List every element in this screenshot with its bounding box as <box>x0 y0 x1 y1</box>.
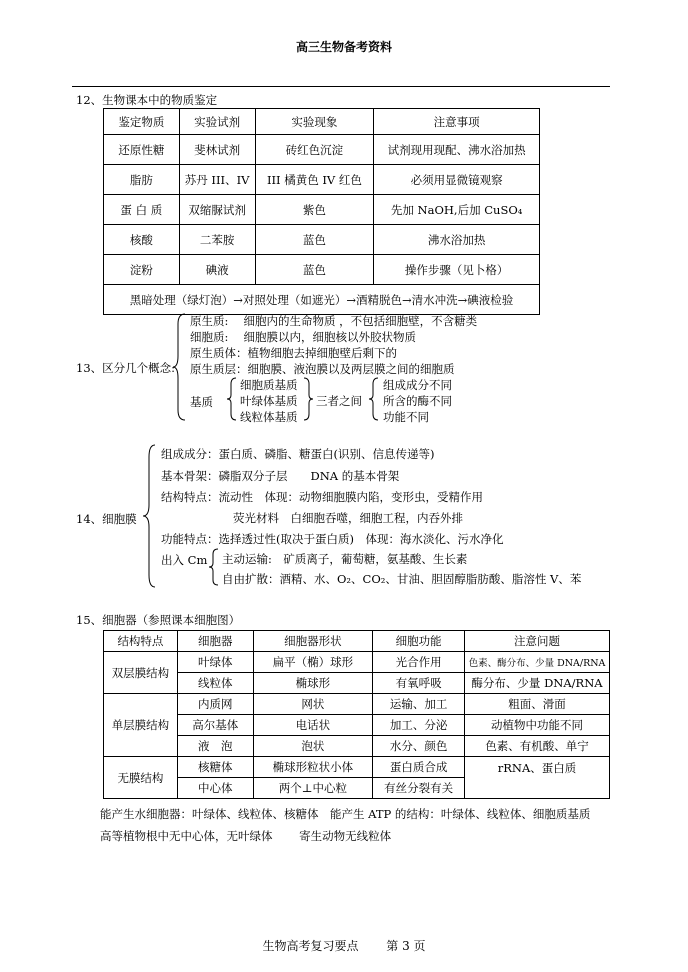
table-cell: 核酸 <box>104 225 180 255</box>
membrane-line: 功能特点：选择透过性(取决于蛋白质) 体现：海水淡化、污水净化 <box>161 532 504 546</box>
header-cell: 细胞功能 <box>373 631 465 652</box>
table-cell: 脂肪 <box>104 165 180 195</box>
footer-course: 生物高考复习要点 <box>262 939 359 953</box>
group-cell: 单层膜结构 <box>104 694 178 757</box>
matrix-item: 细胞质基质 <box>240 378 298 392</box>
matrix-item: 线粒体基质 <box>240 410 298 424</box>
table-cell: 加工、分泌 <box>373 715 465 736</box>
table-row <box>104 652 610 673</box>
header-cell: 细胞器形状 <box>253 631 373 652</box>
left-brace-icon <box>368 377 380 422</box>
section-15-heading: 15、细胞器（参照课本细胞图） <box>76 613 241 627</box>
matrix-item: 叶绿体基质 <box>240 394 298 408</box>
table-row <box>104 165 540 195</box>
table-row <box>104 195 540 225</box>
table-cell: 蓝色 <box>255 255 374 285</box>
table-row <box>104 225 540 255</box>
table-cell: 液 泡 <box>177 736 253 757</box>
table-cell: 蛋白质合成 <box>373 757 465 778</box>
table-cell: 椭球形粒状小体 <box>253 757 373 778</box>
page-title: 高三生物备考资料 <box>295 40 392 54</box>
table-cell: 泡状 <box>253 736 373 757</box>
table-cell: 试剂现用现配、沸水浴加热 <box>374 135 540 165</box>
header-cell: 注意事项 <box>374 109 540 135</box>
group-cell: 双层膜结构 <box>104 652 178 694</box>
membrane-line: 基本骨架：磷脂双分子层 DNA 的基本骨架 <box>161 469 400 483</box>
table-cell: 碘液 <box>179 255 255 285</box>
header-cell: 细胞器 <box>177 631 253 652</box>
page-footer <box>0 937 688 954</box>
table-cell: 苏丹 III、IV <box>179 165 255 195</box>
header-cell: 实验试剂 <box>179 109 255 135</box>
section-13-heading: 13、区分几个概念: <box>76 361 176 375</box>
table-cell: 有氧呼吸 <box>373 673 465 694</box>
table-cell: 光合作用 <box>373 652 465 673</box>
table-cell: 沸水浴加热 <box>374 225 540 255</box>
membrane-line: 荧光材料 白细胞吞噬，细胞工程，内吞外排 <box>233 511 463 525</box>
table-cell: 蓝色 <box>255 225 374 255</box>
table-cell: 色素、有机酸、单宁 <box>465 736 610 757</box>
table-cell: 电话状 <box>253 715 373 736</box>
table-cell: 蛋 白 质 <box>104 195 180 225</box>
table-cell: rRNA、蛋白质 <box>465 757 610 799</box>
membrane-line: 结构特点：流动性 体现：动物细胞膜内陷，变形虫，受精作用 <box>161 490 483 504</box>
table-row <box>104 135 540 165</box>
identification-table <box>103 108 540 315</box>
table-header-row <box>104 109 540 135</box>
table-cell: 中心体 <box>177 778 253 799</box>
table-cell: 双缩脲试剂 <box>179 195 255 225</box>
table-cell: 淀粉 <box>104 255 180 285</box>
table-cell: 斐林试剂 <box>179 135 255 165</box>
table-row <box>104 694 610 715</box>
left-brace-icon <box>208 548 220 586</box>
table-cell: 酶分布、少量 DNA/RNA <box>465 673 610 694</box>
difference-item: 功能不同 <box>383 410 429 424</box>
difference-item: 所含的酶不同 <box>383 394 452 408</box>
left-brace-icon <box>142 443 158 589</box>
table-cell: 两个⊥中心粒 <box>253 778 373 799</box>
table-cell: 椭球形 <box>253 673 373 694</box>
table-cell: 内质网 <box>177 694 253 715</box>
table-row <box>104 255 540 285</box>
table-cell: 必须用显微镜观察 <box>374 165 540 195</box>
left-brace-icon <box>226 377 238 422</box>
table-row <box>104 757 610 778</box>
concept-line: 细胞质: 细胞膜以内，细胞核以外胶状物质 <box>190 330 417 344</box>
concept-line: 原生质层：细胞膜、液泡膜以及两层膜之间的细胞质 <box>190 362 455 376</box>
procedure-cell: 黑暗处理（绿灯泡）→对照处理（如遮光）→酒精脱色→清水冲洗→碘液检验 <box>104 285 540 315</box>
table-cell: 动植物中功能不同 <box>465 715 610 736</box>
difference-item: 组成成分不同 <box>383 378 452 392</box>
organelle-note: 能产生水细胞器：叶绿体、线粒体、核糖体 能产生 ATP 的结构：叶绿体、线粒体、细胞质基质 <box>100 807 591 821</box>
header-cell: 鉴定物质 <box>104 109 180 135</box>
table-cell: 线粒体 <box>177 673 253 694</box>
header-cell: 实验现象 <box>255 109 374 135</box>
table-cell: 核糖体 <box>177 757 253 778</box>
table-row <box>104 673 610 694</box>
table-cell: 网状 <box>253 694 373 715</box>
table-row <box>104 736 610 757</box>
table-cell: 还原性糖 <box>104 135 180 165</box>
header-cell: 结构特点 <box>104 631 178 652</box>
table-cell: 操作步骤（见卜格） <box>374 255 540 285</box>
left-brace-icon <box>172 312 188 422</box>
transport-label: 出入 Cm <box>161 553 208 567</box>
concept-line: 原生质体：植物细胞去掉细胞壁后剩下的 <box>190 346 397 360</box>
page-number: 第 3 页 <box>386 939 426 953</box>
matrix-label: 基质 <box>190 395 213 409</box>
table-cell: 粗面、滑面 <box>465 694 610 715</box>
table-row <box>104 285 540 315</box>
table-cell: 先加 NaOH,后加 CuSO₄ <box>374 195 540 225</box>
organelle-table <box>103 630 610 799</box>
section-12-heading: 12、生物课本中的物质鉴定 <box>76 93 218 107</box>
concept-line: 原生质: 细胞内的生命物质 ，不包括细胞壁，不含糖类 <box>190 314 478 328</box>
table-cell: 扁平（椭）球形 <box>253 652 373 673</box>
transport-line: 自由扩散：酒精、水、O₂、CO₂、甘油、胆固醇脂肪酸、脂溶性 V、苯 <box>222 572 582 586</box>
compare-label: 三者之间 <box>316 394 362 408</box>
table-cell: 叶绿体 <box>177 652 253 673</box>
table-cell: 砖红色沉淀 <box>255 135 374 165</box>
table-cell: 有丝分裂有关 <box>373 778 465 799</box>
header-divider <box>72 86 610 87</box>
table-cell: 高尔基体 <box>177 715 253 736</box>
table-cell: 运输、加工 <box>373 694 465 715</box>
table-cell: III 橘黄色 IV 红色 <box>255 165 374 195</box>
table-cell: 紫色 <box>255 195 374 225</box>
right-brace-icon <box>302 377 314 422</box>
group-cell: 无膜结构 <box>104 757 178 799</box>
table-row <box>104 715 610 736</box>
organelle-note: 高等植物根中无中心体，无叶绿体 寄生动物无线粒体 <box>100 829 392 843</box>
table-header-row <box>104 631 610 652</box>
table-cell: 水分、颜色 <box>373 736 465 757</box>
transport-line: 主动运输: 矿质离子，葡萄糖，氨基酸、生长素 <box>222 552 468 566</box>
table-cell: 二苯胺 <box>179 225 255 255</box>
table-cell: 色素、酶分布、少量 DNA/RNA <box>465 652 610 673</box>
section-14-heading: 14、细胞膜 <box>76 512 137 526</box>
membrane-line: 组成成分：蛋白质、磷脂、糖蛋白(识别、信息传递等) <box>161 447 435 461</box>
header-cell: 注意问题 <box>465 631 610 652</box>
